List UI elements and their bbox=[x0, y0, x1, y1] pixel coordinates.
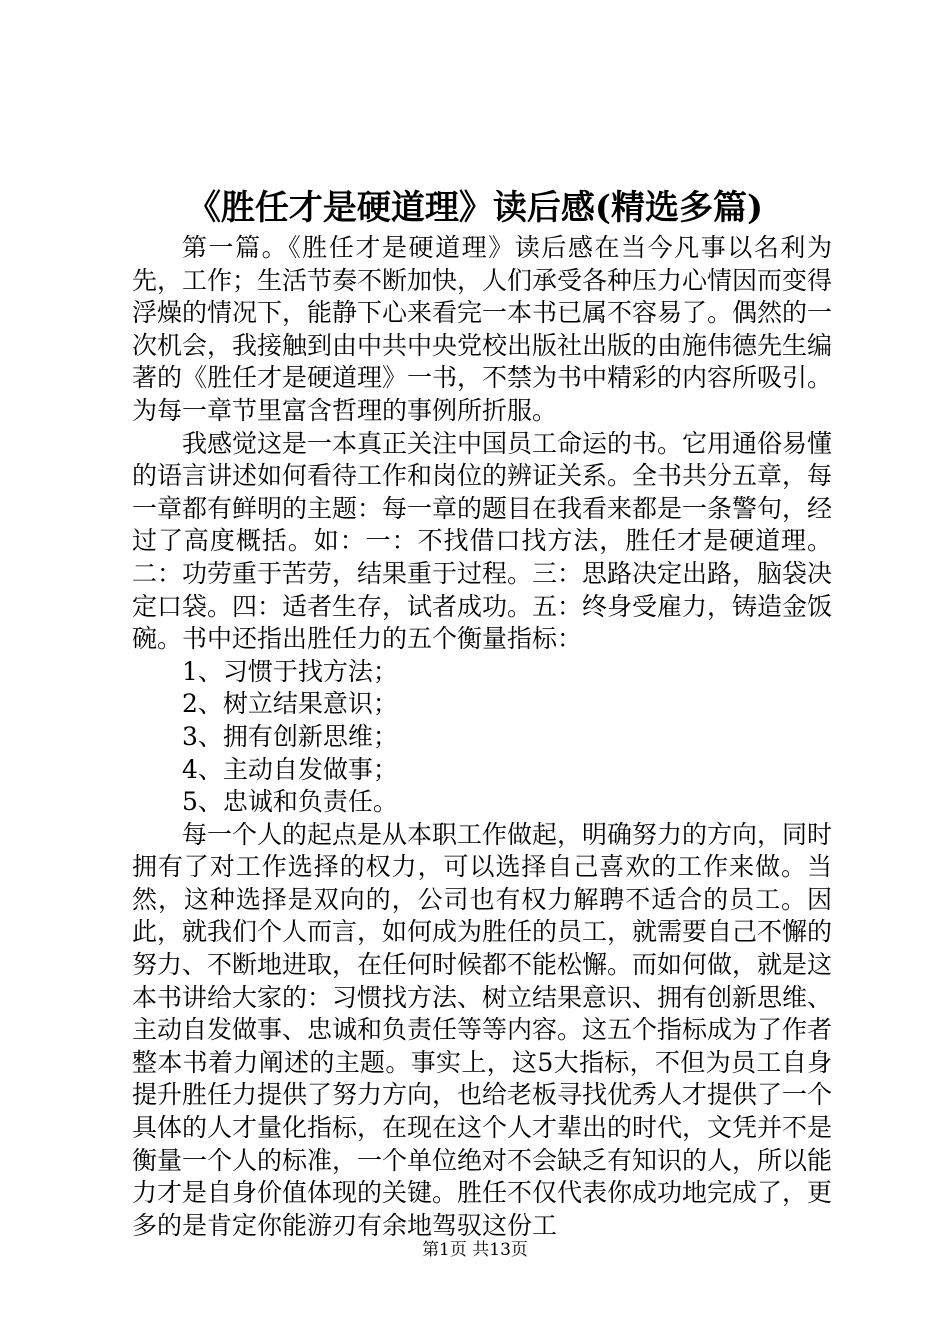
list-item: 4、主动自发做事； bbox=[182, 754, 398, 784]
paragraph-intro: 第一篇。《胜任才是硬道理》读后感在当今凡事以名利为先，工作；生活节奏不断加快，人们承受各种压力心情因而变得浮燥的情况下，能静下心来看完一本书已属不容易了。偶然的一次机会，我接触到由中共中央党校出版社出版的由施伟德先生编著的《胜任才是硬道理》一书，不禁为书中精彩的内容所吸引。为每一章节里富含哲理的事例所折服。 bbox=[132, 233, 833, 425]
list-item: 2、树立结果意识； bbox=[182, 689, 398, 719]
page-footer: 第1页 共13页 bbox=[422, 1240, 528, 1260]
document-title: 《胜任才是硬道理》读后感(精选多篇) bbox=[186, 188, 764, 228]
list-item: 5、忠诚和负责任。 bbox=[182, 787, 398, 817]
paragraph-summary: 我感觉这是一本真正关注中国员工命运的书。它用通俗易懂的语言讲述如何看待工作和岗位的辨证关系。全书共分五章，每一章都有鲜明的主题：每一章的题目在我看来都是一条警句，经过了高度概括。如：一：不找借口找方法，胜任才是硬道理。二：功劳重于苦劳，结果重于过程。三：思路决定出路，脑袋决定口袋。四：适者生存，试者成功。五：终身受雇力，铸造金饭碗。书中还指出胜任力的五个衡量指标： bbox=[132, 428, 833, 654]
document-body bbox=[132, 232, 832, 1242]
paragraph-closing: 每一个人的起点是从本职工作做起，明确努力的方向，同时拥有了对工作选择的权力，可以选择自己喜欢的工作来做。当然，这种选择是双向的，公司也有权力解聘不适合的员工。因此，就我们个人而言，如何成为胜任的员工，就需要自己不懈的努力、不断地进取，在任何时候都不能松懈。而如何做，就是这本书讲给大家的：习惯找方法、树立结果意识、拥有创新思维、主动自发做事、忠诚和负责任等等内容。这五个指标成为了作者整本书着力阐述的主题。事实上，这5大指标，不但为员工自身提升胜任力提供了努力方向，也给老板寻找优秀人才提供了一个具体的人才量化指标，在现在这个人才辈出的时代，文凭并不是衡量一个人的标准，一个单位绝对不会缺乏有知识的人，所以能力才是自身价值体现的关键。胜任不仅代表你成功地完成了，更多的是肯定你能游刃有余地驾驭这份工 bbox=[132, 819, 833, 1240]
list-item: 1、习惯于找方法； bbox=[182, 656, 398, 686]
list-item: 3、拥有创新思维； bbox=[182, 721, 398, 751]
